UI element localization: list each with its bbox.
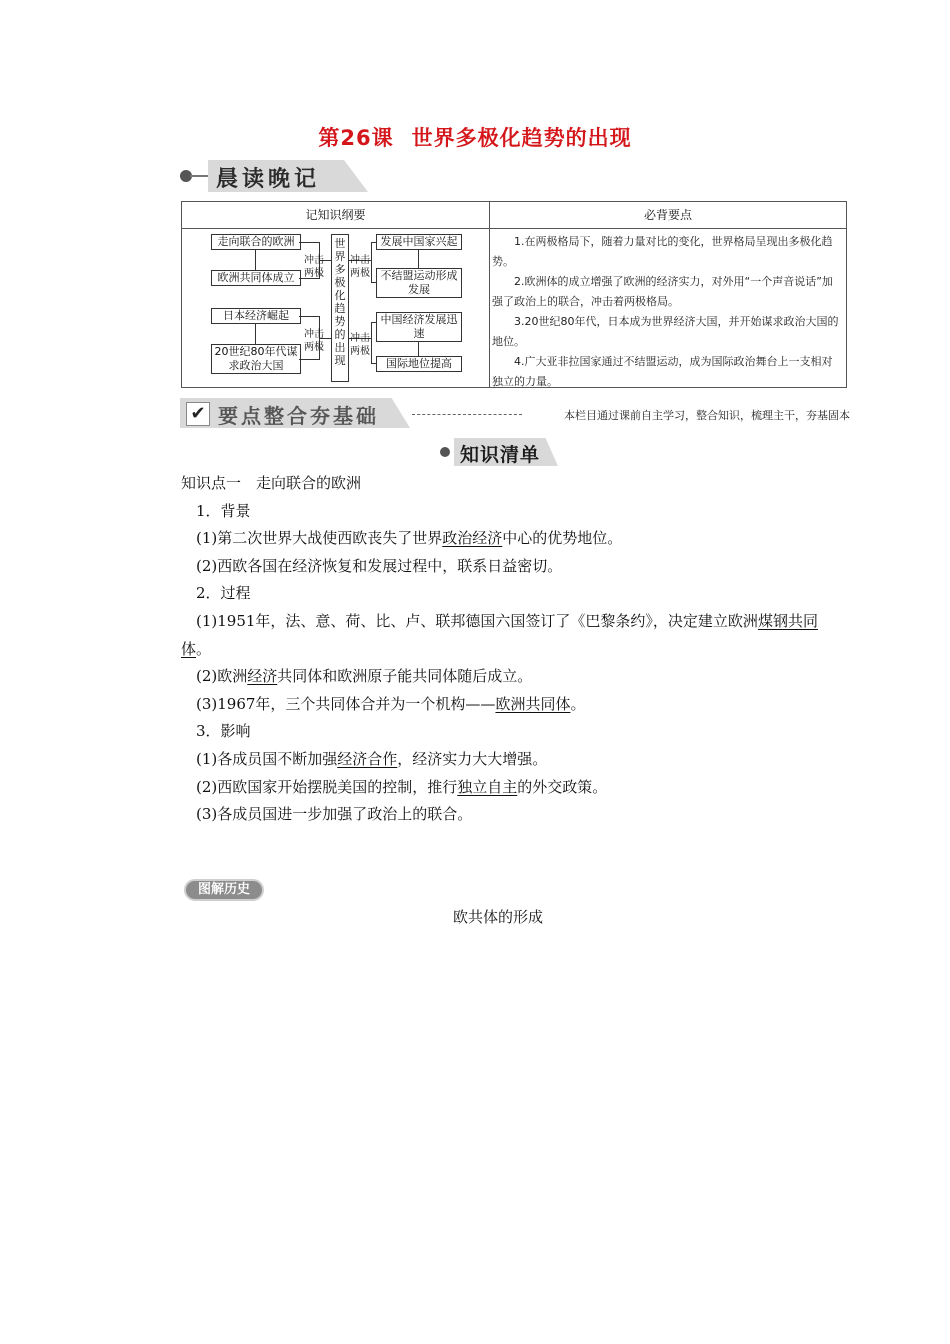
key-points-banner [180,398,850,428]
diagram-box-intl-status: 国际地位提高 [376,356,462,372]
page-title [0,122,950,152]
label-impact-2: 冲击两极 [304,329,324,353]
paragraph: (1)第二次世界大战使西欧丧失了世界政治经济中心的优势地位。 [196,529,623,548]
key-point-2: 2.欧洲体的成立增强了欧洲的经济实力，对外用“一个声音说话”加强了政治上的联合，冲击着两极格局。 [492,275,833,308]
diagram-box-non-aligned: 不结盟运动形成发展 [376,268,462,298]
key-points-label: 要点整合夯基础 [218,404,379,428]
morning-reading-label: 晨读晚记 [216,167,321,192]
paragraph: (1)1951年，法、意、荷、比、卢、联邦德国六国签订了《巴黎条约》，决定建立欧洲煤钢共同体。 [181,611,818,658]
diagram-box-japan-political: 20世纪80年代谋求政治大国 [211,344,301,374]
paragraph: (3)1967年，三个共同体合并为一个机构——欧洲共同体。 [196,694,586,713]
knowledge-content [181,470,831,829]
summary-table [181,201,847,388]
paragraph: (2)西欧各国在经济恢复和发展过程中，联系日益密切。 [196,556,563,575]
point-heading: 知识点一 走向联合的欧洲 [181,474,362,492]
key-point-3: 3.20世纪80年代，日本成为世界经济大国，并开始谋求政治大国的地位。 [492,315,839,348]
bullet-dot-icon [440,447,450,457]
knowledge-list-banner [440,438,560,466]
paragraph: (3)各成员国进一步加强了政治上的联合。 [196,805,473,824]
section-heading-impact: 3．影响 [196,722,251,741]
diagram-box-europe-union: 走向联合的欧洲 [211,234,301,250]
paragraph: (2)欧洲经济共同体和欧洲原子能共同体随后成立。 [196,667,533,686]
figure-caption: 欧共体的形成 [452,908,543,926]
key-points [492,232,842,392]
key-points-note: 本栏目通过课前自主学习，整合知识，梳理主干，夯基固本 [564,409,850,422]
section-heading-process: 2．过程 [196,584,251,603]
label-impact-3: 冲击两极 [350,255,370,279]
paragraph: (2)西欧国家开始摆脱美国的控制，推行独立自主的外交政策。 [196,777,608,796]
diagram-center-multipolar: 世界多极化趋势的出现 [331,234,349,382]
paragraph: (1)各成员国不断加强经济合作，经济实力大大增强。 [196,749,548,768]
checkmark-icon: ✔ [186,402,210,426]
knowledge-list-label: 知识清单 [460,444,541,466]
morning-reading-banner [180,160,370,192]
lesson-name: 世界多极化趋势的出现 [411,126,632,150]
diagram-box-developing-countries: 发展中国家兴起 [376,234,462,250]
key-point-1: 1.在两极格局下，随着力量对比的变化，世界格局呈现出多极化趋势。 [492,235,833,268]
table-header-outline: 记知识纲要 [182,202,489,229]
label-impact-4: 冲击两极 [350,333,370,357]
diagram-box-china-economy: 中国经济发展迅速 [376,312,462,342]
diagram-box-japan-rise: 日本经济崛起 [211,308,301,324]
key-point-4: 4.广大亚非拉国家通过不结盟运动，成为国际政治舞台上一支相对独立的力量。 [492,355,833,388]
table-header-keypoints: 必背要点 [490,202,846,229]
label-impact-1: 冲击两极 [304,255,324,279]
lesson-number: 第26课 [318,126,394,150]
diagram-box-ec-founded: 欧洲共同体成立 [211,270,301,286]
illustrated-history-badge: 图解历史 [184,879,264,901]
section-heading-background: 1．背景 [196,501,251,520]
